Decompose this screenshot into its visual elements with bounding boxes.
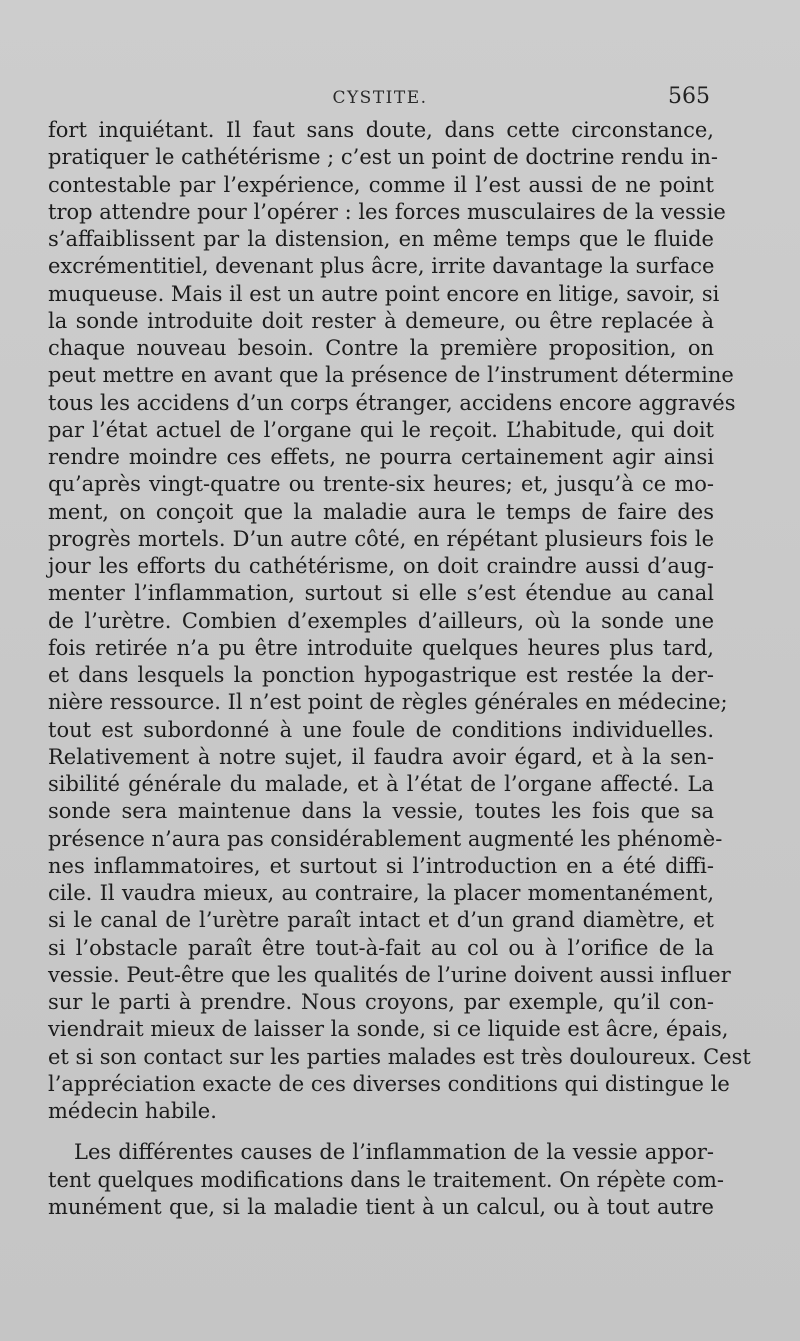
text-line: menter l’inflammation, surtout si elle s’est étendue au canal [48,581,714,606]
text-line: et dans lesquels la ponction hypogastrique est restée la der- [48,663,714,687]
text-line: excrémentitiel, devenant plus âcre, irrite davantage la surface [48,254,715,279]
text-line: pratiquer le cathétérisme ; c’est un point de doctrine rendu in- [48,145,719,170]
body-text [48,117,751,1221]
text-line: viendrait mieux de laisser la sonde, si ce liquide est âcre, épais, [48,1017,729,1042]
text-line: vessie. Peut-être que les qualités de l’urine doivent aussi influer [48,962,731,987]
text-line: et si son contact sur les parties malades est très douloureux. Cest [48,1044,751,1069]
running-title: CYSTITE. [332,88,428,108]
text-line: si le canal de l’urètre paraît intact et d’un grand diamètre, et [48,908,714,933]
text-line: chaque nouveau besoin. Contre la première proposition, on [48,336,714,360]
text-line: peut mettre en avant que la présence de l’instrument détermine [48,363,734,388]
text-line: fois retirée n’a pu être introduite quelques heures plus tard, [48,635,714,660]
text-line: contestable par l’expérience, comme il l’est aussi de ne point [48,172,714,197]
paragraph [48,1139,724,1221]
text-line: l’appréciation exacte de ces diverses conditions qui distingue le [48,1071,730,1096]
text-line: la sonde introduite doit rester à demeure, ou être replacée à [48,308,714,333]
text-line: sur le parti à prendre. Nous croyons, par exemple, qu’il con- [48,990,714,1014]
running-head [0,84,800,114]
text-line: munément que, si la maladie tient à un calcul, ou à tout autre [48,1194,714,1219]
text-line: rendre moindre ces effets, ne pourra certainement agir ainsi [48,445,714,469]
text-line: tout est subordonné à une foule de conditions individuelles. [48,717,714,742]
text-line: muqueuse. Mais il est un autre point encore en litige, savoir, si [48,281,720,306]
page-number: 565 [668,84,710,109]
text-line: s’affaiblissent par la distension, en même temps que le fluide [48,227,714,251]
text-line: ment, on conçoit que la maladie aura le temps de faire des [48,499,714,524]
text-line: nière ressource. Il n’est point de règles générales en médecine; [48,690,728,715]
text-line: trop attendre pour l’opérer : les forces musculaires de la vessie [48,199,726,224]
text-line: Relativement à notre sujet, il faudra avoir égard, et à la sen- [48,744,714,769]
text-line: sonde sera maintenue dans la vessie, toutes les fois que sa [48,799,714,824]
text-line: jour les efforts du cathétérisme, on doit craindre aussi d’aug- [48,554,714,578]
text-line: progrès mortels. D’un autre côté, en répétant plusieurs fois le [48,526,714,551]
text-line: médecin habile. [48,1099,217,1123]
paragraph [48,117,751,1125]
paragraph-gap [48,1125,714,1139]
text-line: nes inflammatoires, et surtout si l’introduction en a été diffi- [48,853,714,878]
text-line: sibilité générale du malade, et à l’état de l’organe affecté. La [48,772,714,796]
text-line: par l’état actuel de l’organe qui le reçoit. L’habitude, qui doit [48,417,714,442]
text-line: tous les accidens d’un corps étranger, accidens encore aggravés [48,390,736,415]
text-line: si l’obstacle paraît être tout-à-fait au col ou à l’orifice de la [48,935,714,960]
text-line: qu’après vingt-quatre ou trente-six heures; et, jusqu’à ce mo- [48,472,714,497]
text-line: fort inquiétant. Il faut sans doute, dans cette circonstance, [48,118,714,142]
text-line: présence n’aura pas considérablement augmenté les phénomè- [48,826,723,851]
text-line: Les différentes causes de l’inflammation de la vessie appor- [74,1140,714,1165]
text-line: cile. Il vaudra mieux, au contraire, la placer momentanément, [48,881,714,905]
text-line: de l’urètre. Combien d’exemples d’ailleurs, où la sonde une [48,608,714,633]
text-line: tent quelques modifications dans le traitement. On répète com- [48,1167,724,1192]
